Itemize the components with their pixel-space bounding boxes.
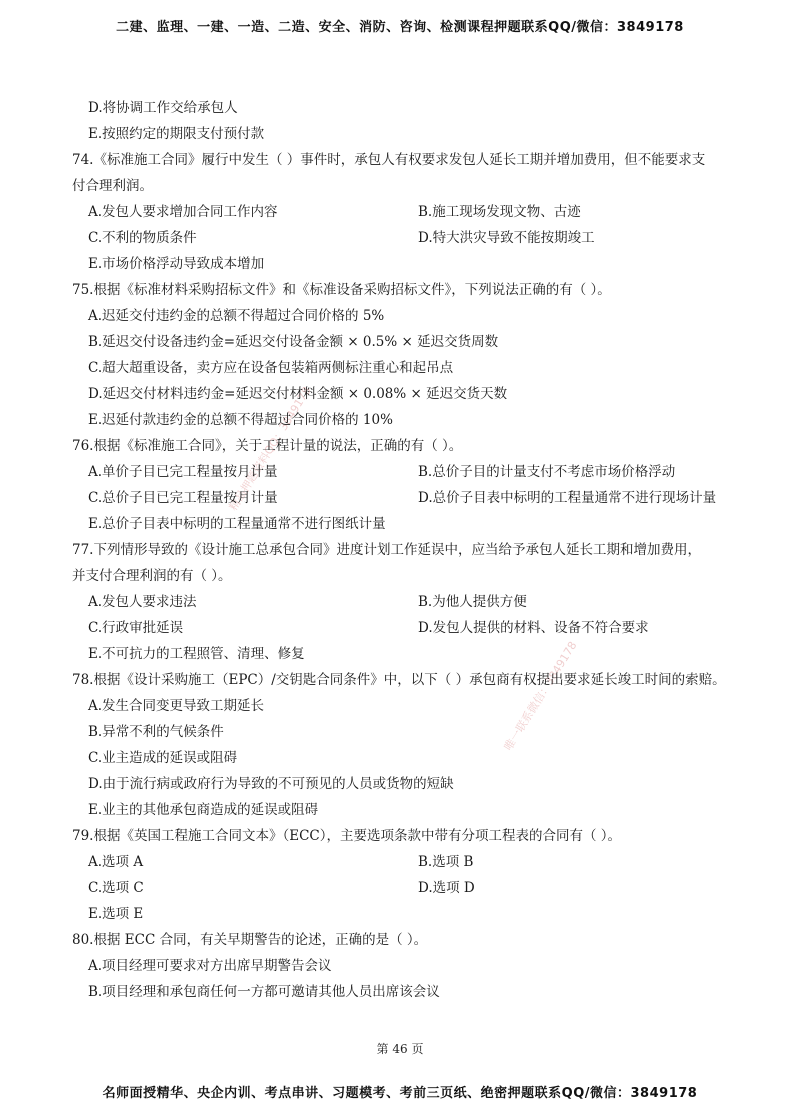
option-line: C.超大超重设备，卖方应在设备包装箱两侧标注重心和起吊点: [88, 360, 454, 376]
question-74-cont: 付合理利润。: [72, 178, 153, 194]
page-header: 二建、监理、一建、一造、二造、安全、消防、咨询、检测课程押题联系QQ/微信：3849178: [116, 20, 684, 35]
option-line: D.将协调工作交给承包人: [88, 100, 238, 116]
option-row: [72, 875, 762, 901]
option-line: C.业主造成的延误或阻碍: [88, 750, 238, 766]
option-line: D.总价子目表中标明的工程量通常不进行现场计量: [418, 490, 717, 506]
question-80: 80.根据 ECC 合同，有关早期警告的论述，正确的是（ ）。: [72, 932, 428, 948]
question-79: 79.根据《英国工程施工合同文本》（ECC），主要选项条款中带有分项工程表的合同有（ ）。: [72, 828, 622, 844]
option-row: [72, 589, 762, 615]
option-row: [72, 485, 762, 511]
watermark: 精品押题资料QQ：3849178: [226, 384, 314, 513]
option-line: E.按照约定的期限支付预付款: [88, 126, 265, 142]
question-78: 78.根据《设计采购施工（EPC）/交钥匙合同条件》中，以下（ ）承包商有权提出要求延长竣工时间的索赔。: [72, 672, 726, 688]
option-line: E.不可抗力的工程照管、清理、修复: [88, 646, 305, 662]
question-75: 75.根据《标准材料采购招标文件》和《标准设备采购招标文件》，下列说法正确的有（ ）。: [72, 282, 611, 298]
option-line: A.发生合同变更导致工期延长: [88, 698, 265, 714]
option-line: E.迟延付款违约金的总额不得超过合同价格的 10%: [88, 412, 393, 428]
option-row: [72, 199, 762, 225]
option-line: B.施工现场发现文物、古迹: [418, 204, 581, 220]
question-76: 76.根据《标准施工合同》，关于工程计量的说法，正确的有（ ）。: [72, 438, 463, 454]
option-line: E.总价子目表中标明的工程量通常不进行图纸计量: [88, 516, 386, 532]
document-body: [72, 95, 762, 1005]
option-line: D.发包人提供的材料、设备不符合要求: [418, 620, 649, 636]
option-line: D.由于流行病或政府行为导致的不可预见的人员或货物的短缺: [88, 776, 454, 792]
page-number: 第 46 页: [376, 1042, 424, 1056]
option-line: D.选项 D: [418, 880, 475, 896]
option-line: C.行政审批延误: [88, 620, 184, 636]
option-row: [72, 459, 762, 485]
question-77-cont: 并支付合理利润的有（ ）。: [72, 568, 232, 584]
option-line: B.项目经理和承包商任何一方都可邀请其他人员出席该会议: [88, 984, 440, 1000]
option-line: E.选项 E: [88, 906, 144, 922]
option-line: A.迟延交付违约金的总额不得超过合同价格的 5%: [88, 308, 385, 324]
option-line: A.选项 A: [88, 854, 144, 870]
option-line: B.延迟交付设备违约金=延迟交付设备金额 × 0.5% × 延迟交货周数: [88, 334, 499, 350]
option-line: B.为他人提供方便: [418, 594, 527, 610]
option-line: E.市场价格浮动导致成本增加: [88, 256, 265, 272]
option-line: C.不利的物质条件: [88, 230, 197, 246]
option-row: [72, 849, 762, 875]
option-line: B.选项 B: [418, 854, 474, 870]
option-row: [72, 615, 762, 641]
option-line: A.单价子目已完工程量按月计量: [88, 464, 278, 480]
question-74: 74.《标准施工合同》履行中发生（ ）事件时，承包人有权要求发包人延长工期并增加费用，但不能要求支: [72, 152, 706, 168]
option-line: B.异常不利的气候条件: [88, 724, 224, 740]
option-line: D.特大洪灾导致不能按期竣工: [418, 230, 595, 246]
option-line: A.发包人要求违法: [88, 594, 197, 610]
option-line: C.总价子目已完工程量按月计量: [88, 490, 278, 506]
option-line: C.选项 C: [88, 880, 144, 896]
option-row: [72, 225, 762, 251]
option-line: D.延迟交付材料违约金=延迟交付材料金额 × 0.08% × 延迟交货天数: [88, 386, 508, 402]
option-line: E.业主的其他承包商造成的延误或阻碍: [88, 802, 319, 818]
option-line: A.发包人要求增加合同工作内容: [88, 204, 278, 220]
question-77: 77.下列情形导致的《设计施工总承包合同》进度计划工作延误中，应当给予承包人延长工期和增加费用，: [72, 542, 701, 558]
watermark: 唯一联系微信：3849178: [501, 639, 580, 753]
option-line: B.总价子目的计量支付不考虑市场价格浮动: [418, 464, 676, 480]
page-footer: 名师面授精华、央企内训、考点串讲、习题模考、考前三页纸、绝密押题联系QQ/微信：3849178: [102, 1086, 698, 1101]
option-line: A.项目经理可要求对方出席早期警告会议: [88, 958, 332, 974]
